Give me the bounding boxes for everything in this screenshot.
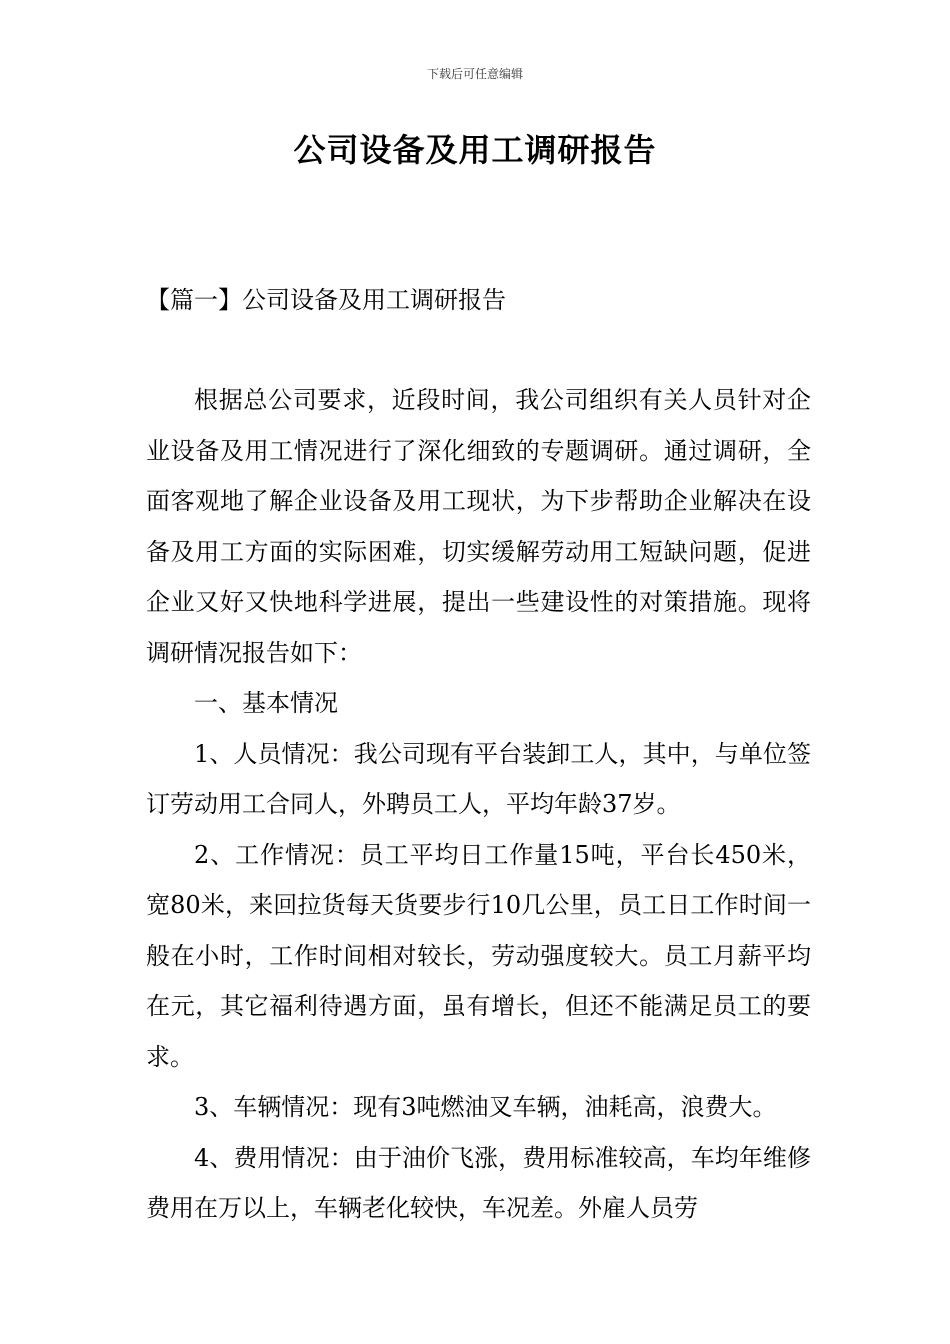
document-title: 公司设备及用工调研报告 xyxy=(293,131,657,169)
paragraph-costs: 4、费用情况：由于油价飞涨，费用标准较高，车均年维修费用在万以上，车辆老化较快，车况差。外雇人员劳 xyxy=(146,1143,811,1222)
header-note: 下载后可任意编辑 xyxy=(426,67,523,81)
paragraph-personnel: 1、人员情况：我公司现有平台装卸工人，其中，与单位签订劳动用工合同人，外聘员工人，平均年龄37岁。 xyxy=(146,739,811,818)
section-heading: 【篇一】公司设备及用工调研报告 xyxy=(146,286,506,314)
paragraph-section-basic: 一、基本情况 xyxy=(194,689,338,717)
paragraph-work: 2、工作情况：员工平均日工作量15吨，平台长450米，宽80米，来回拉货每天货要步行10几公里，员工日工作时间一般在小时，工作时间相对较长，劳动强度较大。员工月薪平均在元，其它福利待遇方面，虽有增长，但还不能满足员工的要求。 xyxy=(146,840,811,1071)
paragraph-intro: 根据总公司要求，近段时间，我公司组织有关人员针对企业设备及用工情况进行了深化细致的专题调研。通过调研，全面客观地了解企业设备及用工现状，为下步帮助企业解决在设备及用工方面的实际困难，切实缓解劳动用工短缺问题，促进企业又好又快地科学进展，提出一些建设性的对策措施。现将调研情况报告如下： xyxy=(146,386,811,667)
document-body xyxy=(146,375,811,1234)
paragraph-vehicles: 3、车辆情况：现有3吨燃油叉车辆，油耗高，浪费大。 xyxy=(194,1093,777,1121)
